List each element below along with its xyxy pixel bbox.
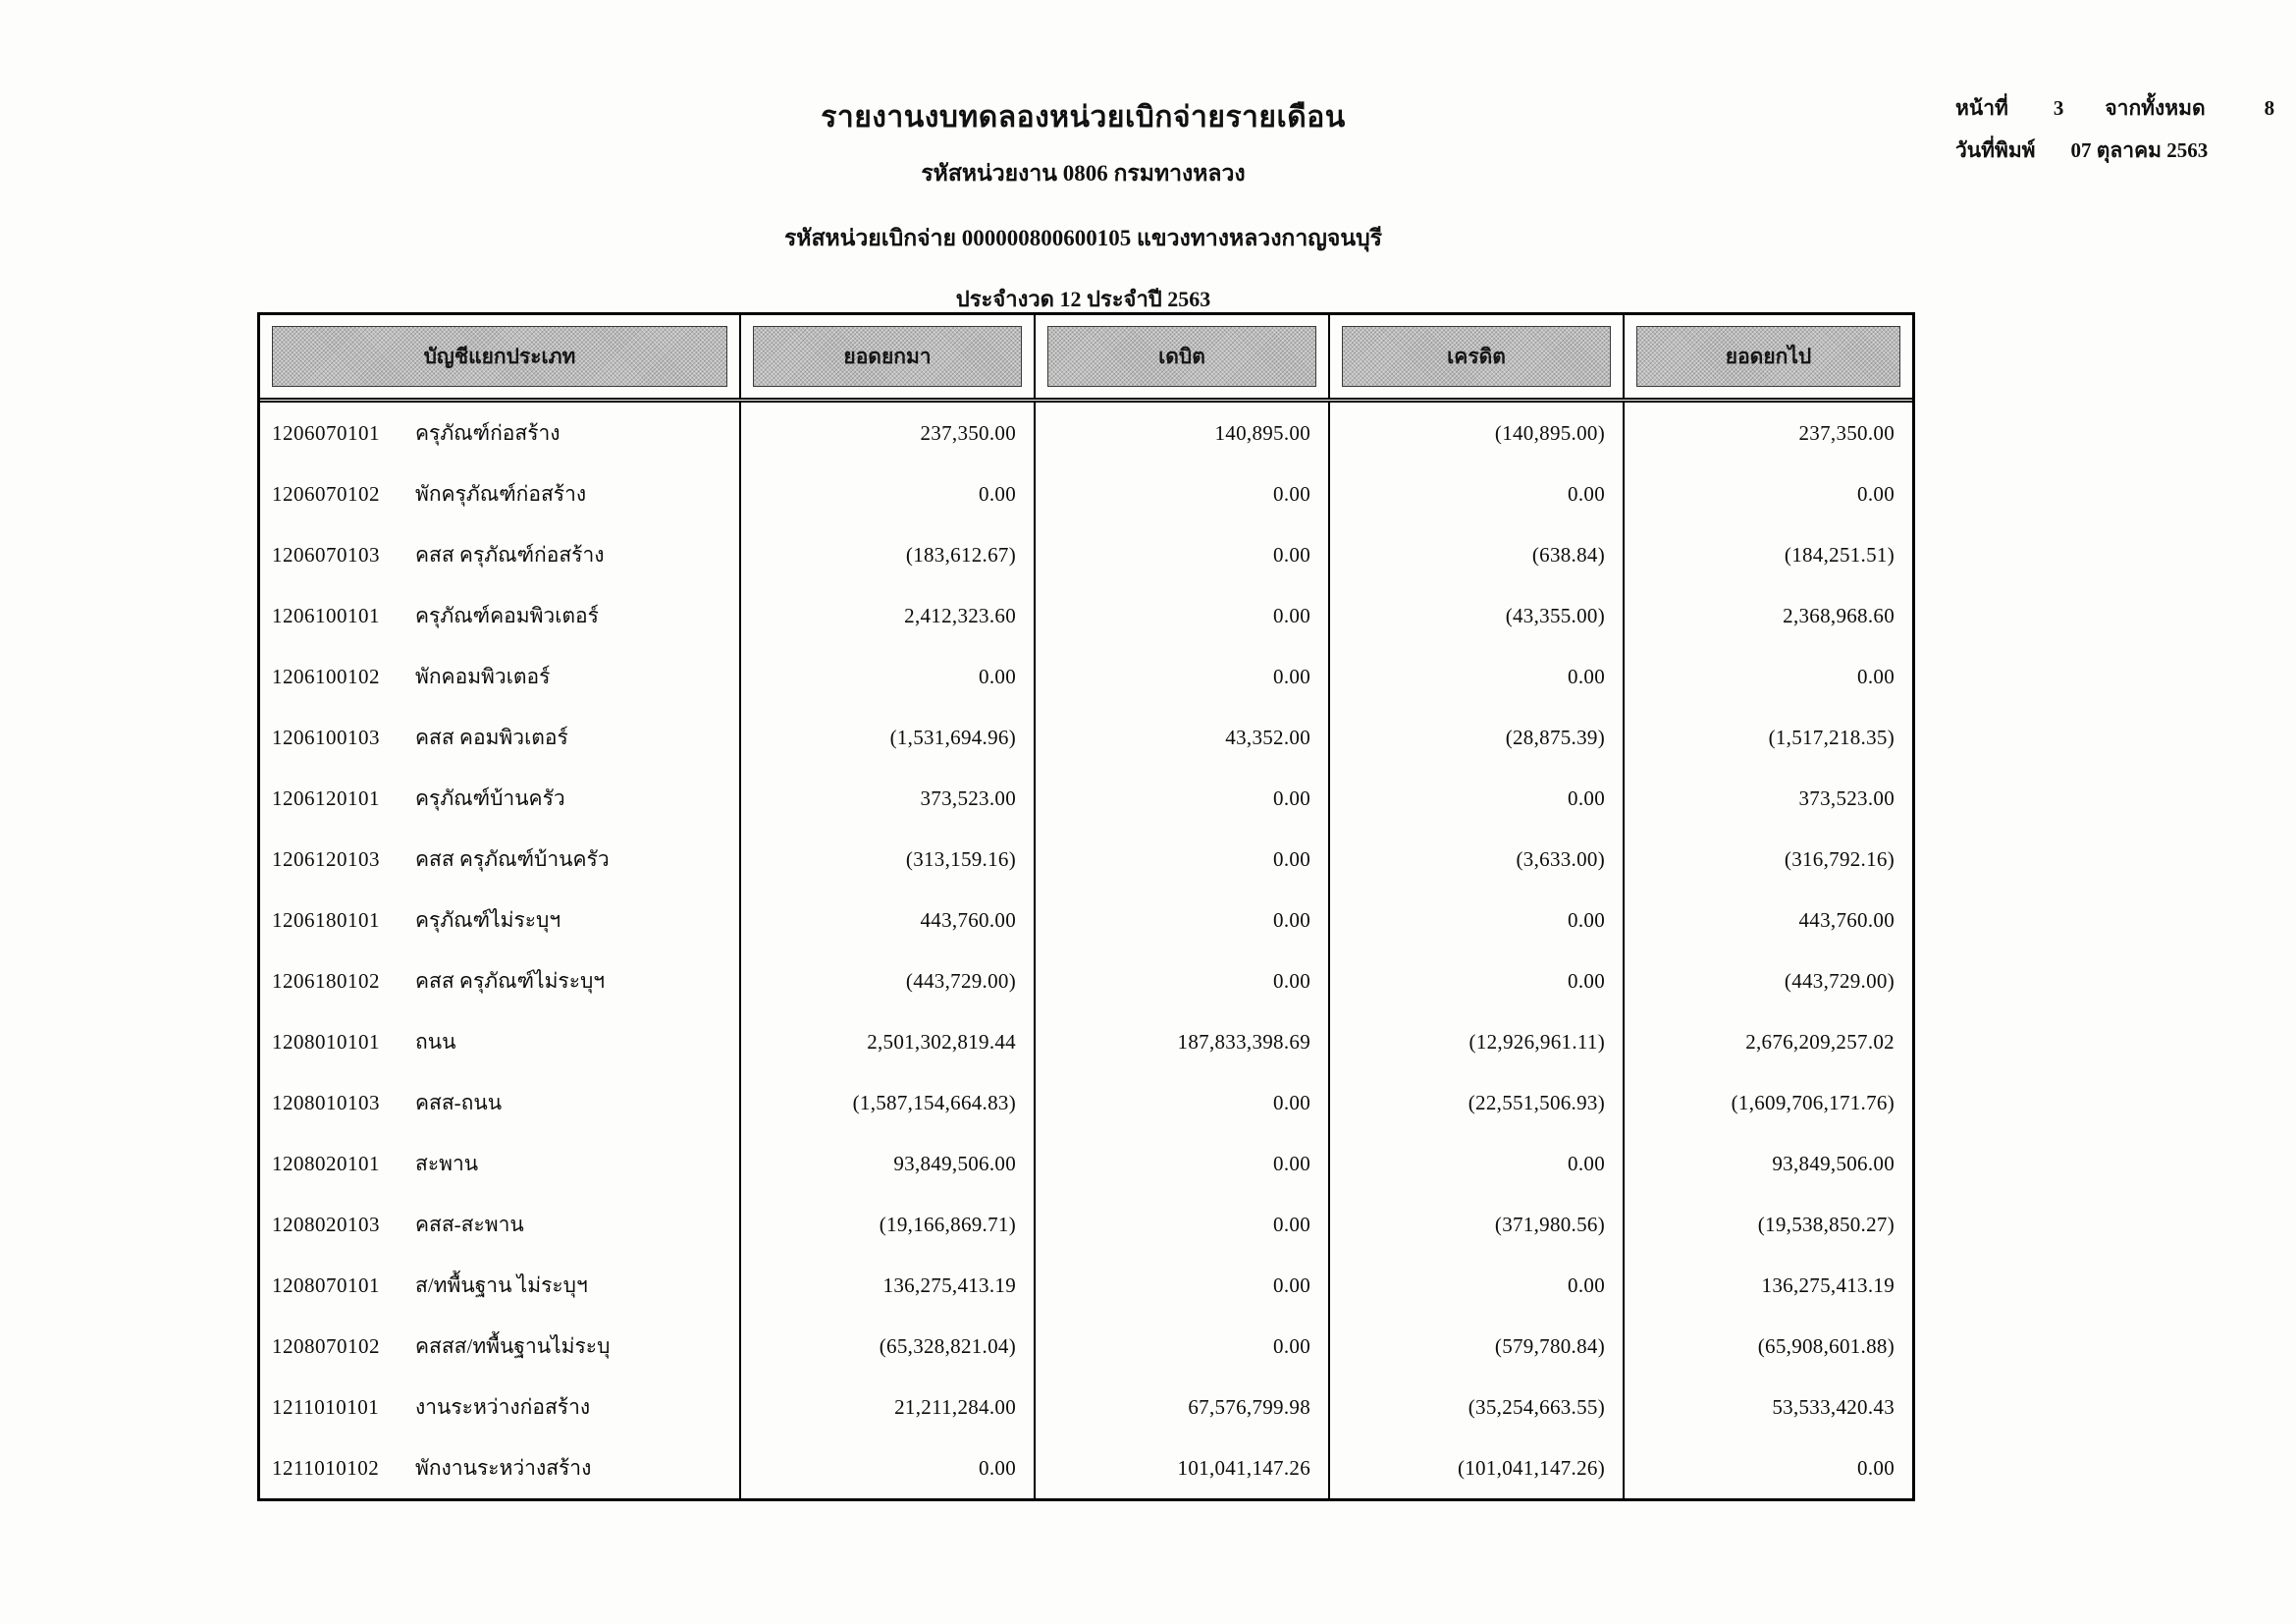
account-name: ครุภัณฑ์คอมพิวเตอร์ xyxy=(415,603,599,627)
credit-amount: 0.00 xyxy=(1330,950,1625,1011)
account-cell xyxy=(260,950,741,1011)
opening-balance: (183,612.67) xyxy=(741,524,1036,585)
closing-balance: 53,533,420.43 xyxy=(1772,1394,1895,1419)
opening-balance: (443,729.00) xyxy=(741,950,1036,1011)
account-code: 1208010103 xyxy=(272,1090,380,1114)
opening-balance: 237,350.00 xyxy=(741,403,1036,463)
debit-amount: 43,352.00 xyxy=(1036,707,1330,768)
credit-amount: 0.00 xyxy=(1330,768,1625,829)
account-code: 1208020101 xyxy=(272,1151,380,1175)
account-cell xyxy=(260,1011,741,1072)
closing-balance: 2,368,968.60 xyxy=(1783,603,1895,627)
credit-amount: (28,875.39) xyxy=(1330,707,1625,768)
table-row xyxy=(260,890,1912,950)
table-header-row xyxy=(260,315,1912,403)
debit-amount: 0.00 xyxy=(1036,768,1330,829)
opening-balance: (313,159.16) xyxy=(741,829,1036,890)
table-body xyxy=(260,403,1912,1498)
opening-balance: 2,501,302,819.44 xyxy=(741,1011,1036,1072)
table-row xyxy=(260,1133,1912,1194)
credit-amount: (101,041,147.26) xyxy=(1330,1437,1625,1498)
account-name: พักคอมพิวเตอร์ xyxy=(415,664,551,688)
opening-balance: 0.00 xyxy=(741,1437,1036,1498)
print-date-label: วันที่พิมพ์ xyxy=(1955,138,2036,162)
table-row xyxy=(260,1072,1912,1133)
table-row xyxy=(260,768,1912,829)
debit-column-label: เดบิต xyxy=(1047,326,1316,387)
account-code: 1208010101 xyxy=(272,1029,380,1054)
account-cell xyxy=(260,1255,741,1316)
account-cell xyxy=(260,1437,741,1498)
closing-balance: (1,609,706,171.76) xyxy=(1731,1090,1895,1114)
closing-balance: 0.00 xyxy=(1857,664,1895,688)
debit-amount: 67,576,799.98 xyxy=(1036,1377,1330,1437)
account-code: 1206100101 xyxy=(272,603,380,627)
opening-balance: 93,849,506.00 xyxy=(741,1133,1036,1194)
closing-balance: (19,538,850.27) xyxy=(1757,1212,1895,1236)
column-header-debit xyxy=(1036,315,1330,398)
account-cell xyxy=(260,403,741,463)
table-row xyxy=(260,524,1912,585)
account-code: 1206100103 xyxy=(272,725,380,749)
agency-code-line: รหัสหน่วยงาน 0806 กรมทางหลวง xyxy=(921,161,1246,186)
account-name: งานระหว่างก่อสร้าง xyxy=(415,1394,591,1419)
account-name: ครุภัณฑ์ก่อสร้าง xyxy=(415,420,561,445)
print-date-row xyxy=(1955,140,2274,161)
table-row xyxy=(260,829,1912,890)
account-code: 1206100102 xyxy=(272,664,380,688)
debit-amount: 0.00 xyxy=(1036,646,1330,707)
account-code: 1206120103 xyxy=(272,846,380,871)
credit-amount: (35,254,663.55) xyxy=(1330,1377,1625,1437)
account-cell xyxy=(260,463,741,524)
table-row xyxy=(260,1377,1912,1437)
account-cell xyxy=(260,768,741,829)
opening-balance: 21,211,284.00 xyxy=(741,1377,1036,1437)
page-number-row xyxy=(1955,98,2274,119)
credit-amount: 0.00 xyxy=(1330,890,1625,950)
account-name: พักครุภัณฑ์ก่อสร้าง xyxy=(415,481,587,506)
disbursement-unit-line: รหัสหน่วยเบิกจ่าย 000000800600105 แขวงทางหลวงกาญจนบุรี xyxy=(783,226,1383,250)
table-row xyxy=(260,1011,1912,1072)
credit-amount: (140,895.00) xyxy=(1330,403,1625,463)
account-code: 1208070102 xyxy=(272,1333,380,1358)
account-name: คสส ครุภัณฑ์บ้านครัว xyxy=(415,846,610,871)
period-line: ประจำงวด 12 ประจำปี 2563 xyxy=(955,287,1211,311)
debit-amount: 0.00 xyxy=(1036,585,1330,646)
opening-balance: (1,531,694.96) xyxy=(741,707,1036,768)
table-row xyxy=(260,1255,1912,1316)
debit-amount: 0.00 xyxy=(1036,463,1330,524)
opening-balance: (1,587,154,664.83) xyxy=(741,1072,1036,1133)
closing-balance: 0.00 xyxy=(1857,1455,1895,1480)
account-code: 1206070101 xyxy=(272,420,380,445)
account-name: คสส ครุภัณฑ์ไม่ระบุฯ xyxy=(415,968,606,993)
account-cell xyxy=(260,1316,741,1377)
account-code: 1211010101 xyxy=(272,1394,380,1419)
opening-balance: 373,523.00 xyxy=(741,768,1036,829)
account-cell xyxy=(260,890,741,950)
trial-balance-table xyxy=(257,312,1915,1501)
account-code: 1208070101 xyxy=(272,1272,380,1297)
closing-balance: 136,275,413.19 xyxy=(1761,1272,1895,1297)
column-header-closing xyxy=(1625,315,1912,398)
closing-balance: 93,849,506.00 xyxy=(1772,1151,1895,1175)
account-cell xyxy=(260,1194,741,1255)
account-name: คสส-ถนน xyxy=(415,1090,503,1114)
report-title: รายงานงบทดลองหน่วยเบิกจ่ายรายเดือน xyxy=(821,101,1346,134)
credit-amount: 0.00 xyxy=(1330,1133,1625,1194)
debit-amount: 0.00 xyxy=(1036,1072,1330,1133)
credit-amount: 0.00 xyxy=(1330,646,1625,707)
table-row xyxy=(260,403,1912,463)
account-cell xyxy=(260,646,741,707)
account-code: 1206180102 xyxy=(272,968,380,993)
credit-amount: 0.00 xyxy=(1330,1255,1625,1316)
closing-balance: 0.00 xyxy=(1857,481,1895,506)
account-name: คสส-สะพาน xyxy=(415,1212,524,1236)
table-row xyxy=(260,463,1912,524)
opening-balance: (65,328,821.04) xyxy=(741,1316,1036,1377)
credit-amount: (638.84) xyxy=(1330,524,1625,585)
account-cell xyxy=(260,707,741,768)
table-row xyxy=(260,1316,1912,1377)
column-header-credit xyxy=(1330,315,1625,398)
closing-column-label: ยอดยกไป xyxy=(1636,326,1900,387)
debit-amount: 140,895.00 xyxy=(1036,403,1330,463)
debit-amount: 0.00 xyxy=(1036,950,1330,1011)
closing-balance: (443,729.00) xyxy=(1784,968,1895,993)
print-date: 07 ตุลาคม 2563 xyxy=(2070,138,2209,162)
closing-balance: (316,792.16) xyxy=(1784,846,1895,871)
credit-amount: (12,926,961.11) xyxy=(1330,1011,1625,1072)
account-cell xyxy=(260,1133,741,1194)
total-pages: 8 xyxy=(2264,96,2275,120)
account-code: 1206120101 xyxy=(272,785,380,810)
credit-amount: (43,355.00) xyxy=(1330,585,1625,646)
credit-amount: (22,551,506.93) xyxy=(1330,1072,1625,1133)
debit-amount: 0.00 xyxy=(1036,524,1330,585)
opening-column-label: ยอดยกมา xyxy=(753,326,1022,387)
credit-amount: (371,980.56) xyxy=(1330,1194,1625,1255)
column-header-opening xyxy=(741,315,1036,398)
closing-balance: 237,350.00 xyxy=(1798,420,1895,445)
account-cell xyxy=(260,829,741,890)
account-name: คสส ครุภัณฑ์ก่อสร้าง xyxy=(415,542,605,567)
closing-balance: 373,523.00 xyxy=(1798,785,1895,810)
debit-amount: 0.00 xyxy=(1036,1133,1330,1194)
opening-balance: 0.00 xyxy=(741,463,1036,524)
account-code: 1206070103 xyxy=(272,542,380,567)
debit-amount: 187,833,398.69 xyxy=(1036,1011,1330,1072)
opening-balance: 136,275,413.19 xyxy=(741,1255,1036,1316)
table-row xyxy=(260,646,1912,707)
account-column-label: บัญชีแยกประเภท xyxy=(272,326,727,387)
account-name: คสส คอมพิวเตอร์ xyxy=(415,725,568,749)
account-name: ครุภัณฑ์ไม่ระบุฯ xyxy=(415,907,561,932)
account-cell xyxy=(260,585,741,646)
account-code: 1206070102 xyxy=(272,481,380,506)
account-name: คสสส/ทพื้นฐานไม่ระบุ xyxy=(415,1333,611,1358)
table-row xyxy=(260,585,1912,646)
credit-amount: 0.00 xyxy=(1330,463,1625,524)
closing-balance: 2,676,209,257.02 xyxy=(1745,1029,1895,1054)
column-header-account xyxy=(260,315,741,398)
account-name: พักงานระหว่างสร้าง xyxy=(415,1455,592,1480)
debit-amount: 0.00 xyxy=(1036,1316,1330,1377)
page-info xyxy=(1955,98,2274,183)
opening-balance: 443,760.00 xyxy=(741,890,1036,950)
table-row xyxy=(260,1194,1912,1255)
report-header xyxy=(257,94,1909,316)
table-row xyxy=(260,950,1912,1011)
account-name: ครุภัณฑ์บ้านครัว xyxy=(415,785,565,810)
opening-balance: (19,166,869.71) xyxy=(741,1194,1036,1255)
account-cell xyxy=(260,1377,741,1437)
debit-amount: 101,041,147.26 xyxy=(1036,1437,1330,1498)
debit-amount: 0.00 xyxy=(1036,829,1330,890)
debit-amount: 0.00 xyxy=(1036,1255,1330,1316)
account-cell xyxy=(260,524,741,585)
closing-balance: (1,517,218.35) xyxy=(1768,725,1895,749)
closing-balance: (184,251.51) xyxy=(1784,542,1895,567)
account-cell xyxy=(260,1072,741,1133)
table-row xyxy=(260,707,1912,768)
account-name: ส/ทพื้นฐาน ไม่ระบุฯ xyxy=(415,1272,588,1297)
opening-balance: 0.00 xyxy=(741,646,1036,707)
credit-amount: (579,780.84) xyxy=(1330,1316,1625,1377)
debit-amount: 0.00 xyxy=(1036,1194,1330,1255)
account-code: 1208020103 xyxy=(272,1212,380,1236)
page-label: หน้าที่ xyxy=(1955,96,2008,120)
total-pages-label: จากทั้งหมด xyxy=(2105,96,2206,120)
table-row xyxy=(260,1437,1912,1498)
page-number: 3 xyxy=(2053,96,2064,120)
account-code: 1211010102 xyxy=(272,1455,380,1480)
credit-amount: (3,633.00) xyxy=(1330,829,1625,890)
account-name: สะพาน xyxy=(415,1151,479,1175)
account-name: ถนน xyxy=(415,1029,456,1054)
account-code: 1206180101 xyxy=(272,907,380,932)
debit-amount: 0.00 xyxy=(1036,890,1330,950)
closing-balance: (65,908,601.88) xyxy=(1757,1333,1895,1358)
closing-balance: 443,760.00 xyxy=(1798,907,1895,932)
opening-balance: 2,412,323.60 xyxy=(741,585,1036,646)
credit-column-label: เครดิต xyxy=(1342,326,1611,387)
